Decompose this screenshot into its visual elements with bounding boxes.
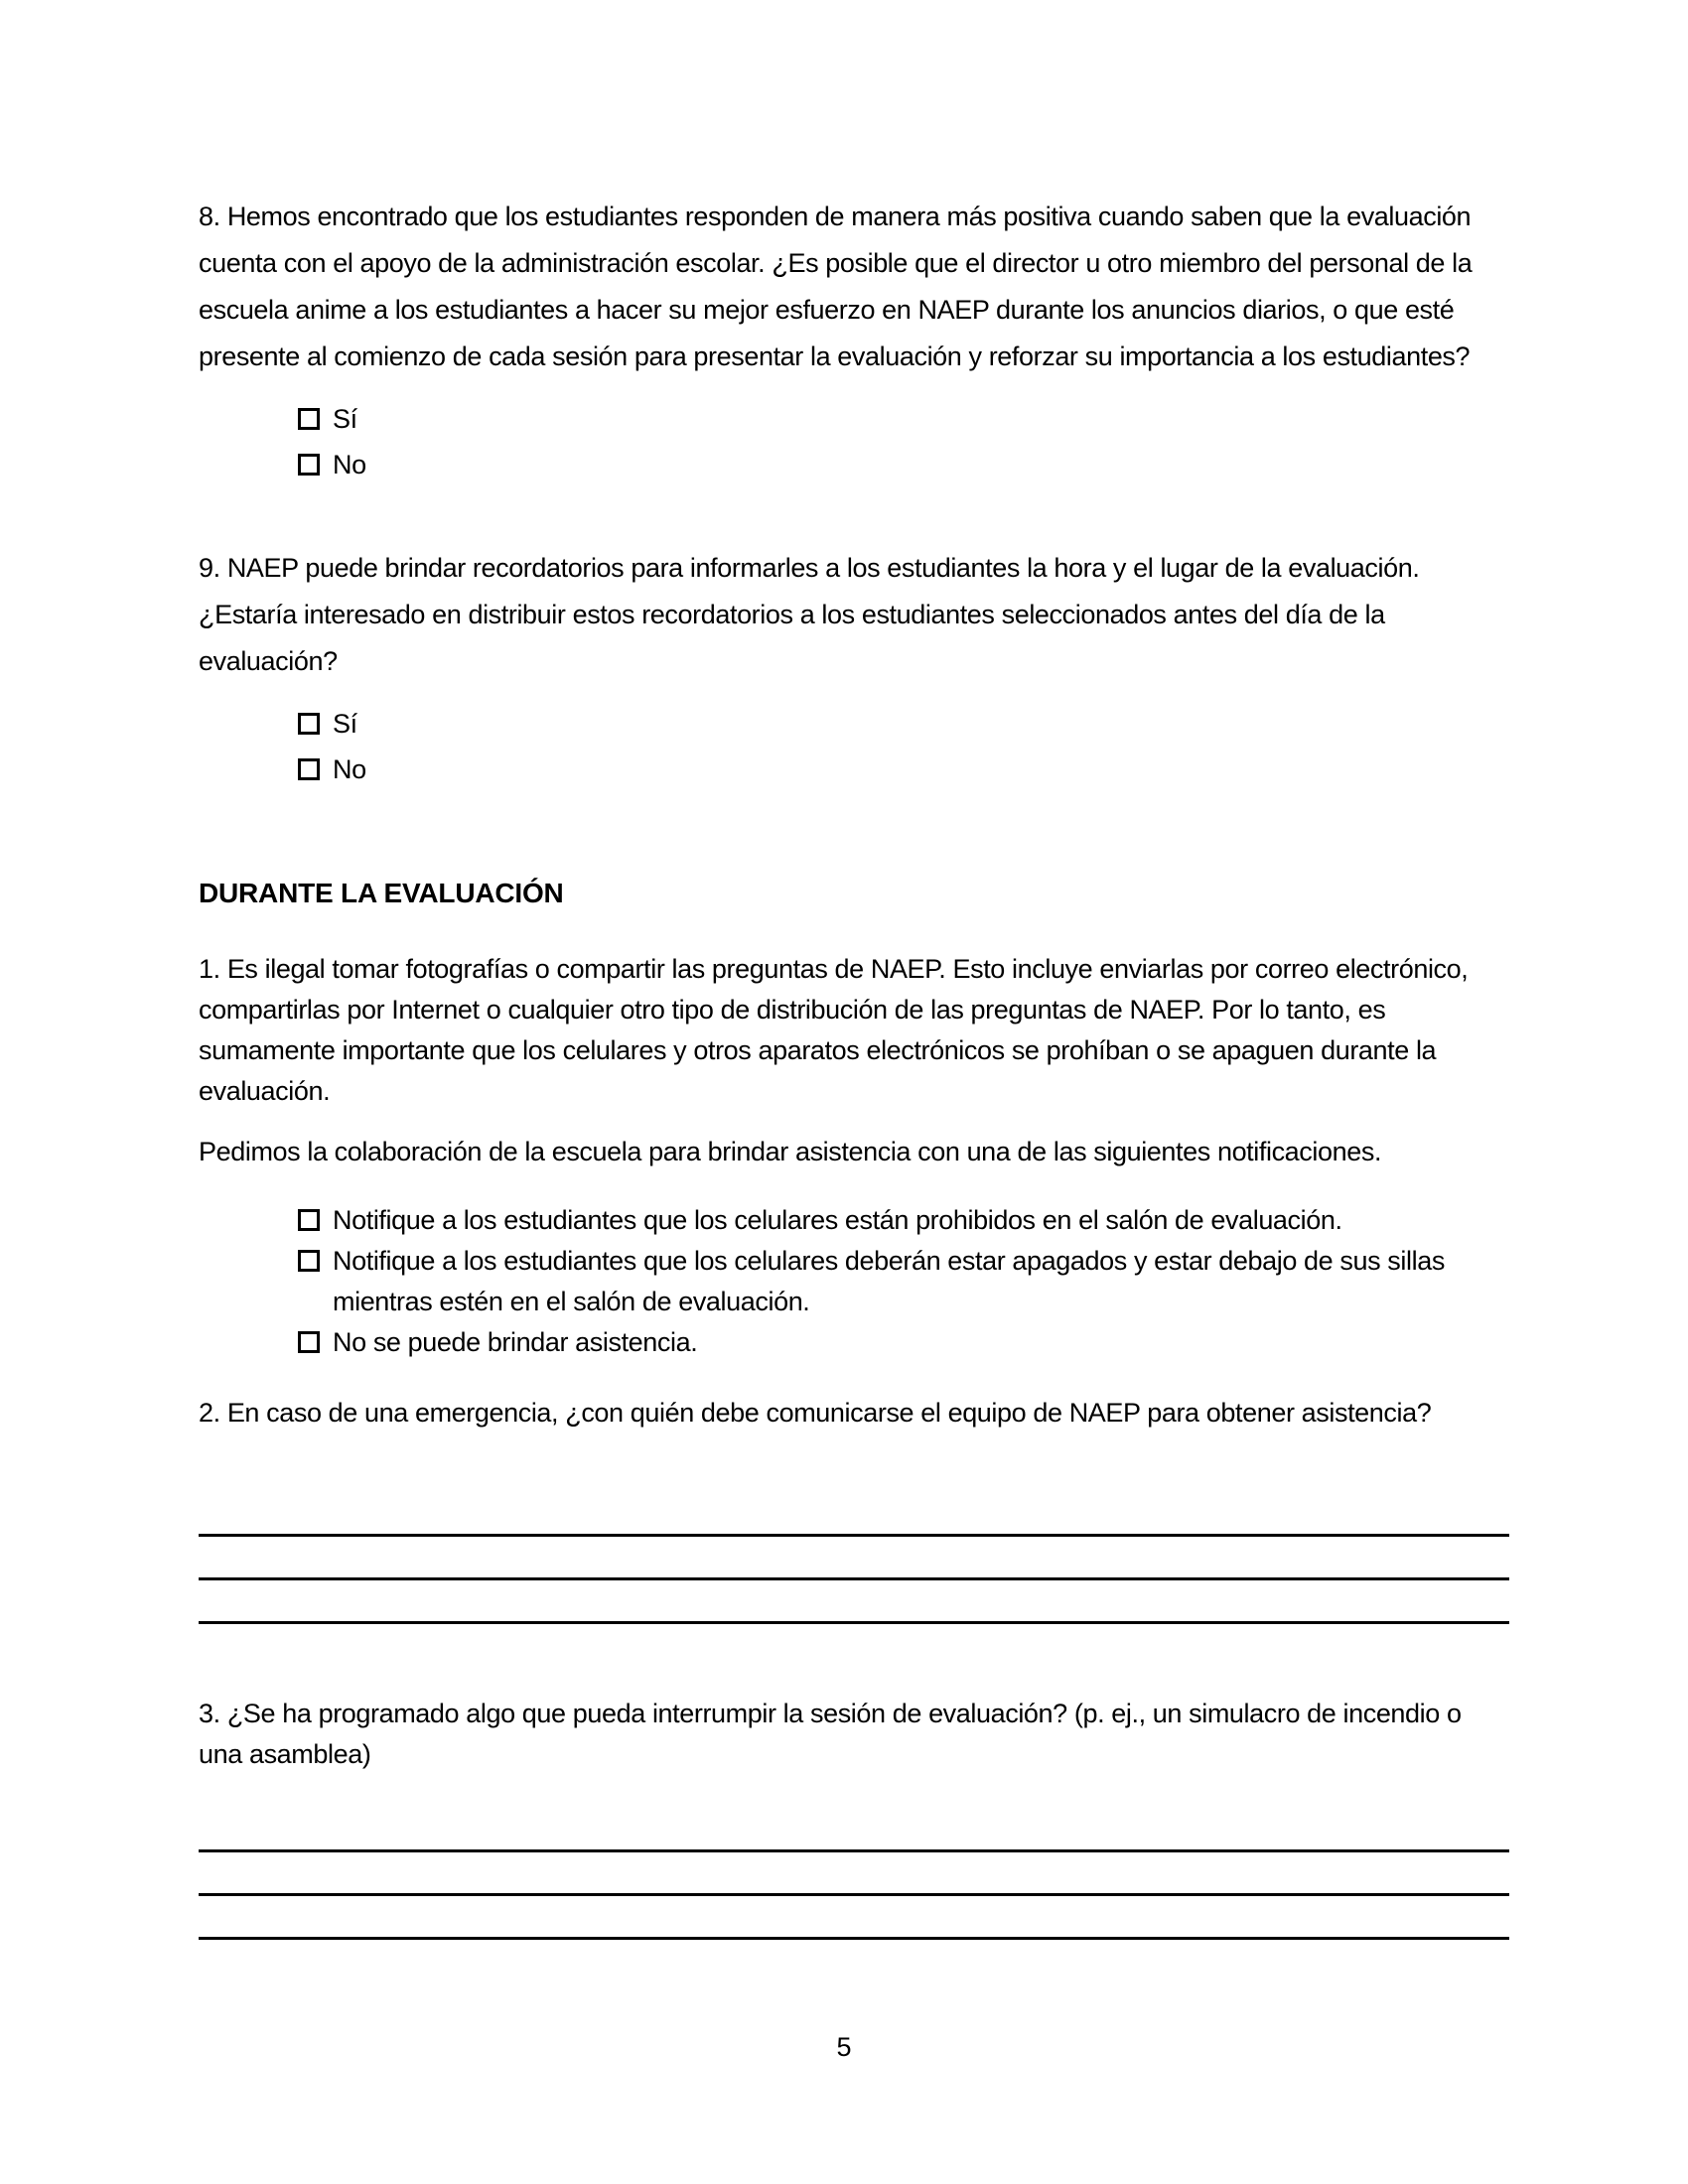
question-9-option-si[interactable]: [298, 701, 1509, 747]
question-1-options: [298, 1200, 1509, 1363]
question-1-option-apagados[interactable]: [298, 1241, 1509, 1322]
question-1-text: 1. Es ilegal tomar fotografías o compartir las preguntas de NAEP. Esto incluye enviarlas por correo electrónico, compartirlas por Internet o cualquier otro tipo de distribución de las preguntas de NAEP. Por lo tanto, es sumamente importante que los celulares y otros aparatos electrónicos se prohíban o se apaguen durante la evaluación.: [199, 954, 1469, 1106]
question-9-options: [298, 701, 1509, 792]
question-9-option-no[interactable]: [298, 747, 1509, 792]
question-1-option-prohibidos[interactable]: [298, 1200, 1509, 1241]
checkbox-icon[interactable]: [298, 454, 320, 476]
answer-line[interactable]: [199, 1580, 1509, 1624]
question-8-option-si[interactable]: [298, 396, 1509, 442]
section-heading: DURANTE LA EVALUACIÓN: [199, 878, 564, 908]
question-8: [199, 194, 1509, 487]
question-8-options: [298, 396, 1509, 487]
page-number: 5: [836, 2032, 852, 2062]
checkbox-icon[interactable]: [298, 758, 320, 780]
option-label: Sí: [333, 403, 357, 434]
option-label: Notifique a los estudiantes que los celulares están prohibidos en el salón de evaluación.: [333, 1205, 1342, 1235]
checkbox-icon[interactable]: [298, 1250, 320, 1272]
question-9-text: 9. NAEP puede brindar recordatorios para informarles a los estudiantes la hora y el lugar de la evaluación. ¿Estaría interesado en distribuir estos recordatorios a los estudiantes seleccionados antes del día de la evaluación?: [199, 553, 1420, 676]
question-9: [199, 545, 1509, 792]
question-8-option-no[interactable]: [298, 442, 1509, 487]
checkbox-icon[interactable]: [298, 408, 320, 430]
answer-line[interactable]: [199, 1852, 1509, 1896]
answer-line[interactable]: [199, 1809, 1509, 1852]
question-3-text: 3. ¿Se ha programado algo que pueda interrumpir la sesión de evaluación? (p. ej., un simulacro de incendio o una asamblea): [199, 1699, 1462, 1769]
option-label: Sí: [333, 708, 357, 739]
answer-line[interactable]: [199, 1896, 1509, 1940]
question-3-answer-blanks: [199, 1809, 1509, 1940]
answer-line[interactable]: [199, 1493, 1509, 1537]
checkbox-icon[interactable]: [298, 1209, 320, 1231]
question-1: [199, 949, 1509, 1363]
question-3: [199, 1694, 1509, 1940]
question-2: [199, 1393, 1509, 1624]
option-label: No: [333, 753, 366, 784]
question-2-answer-blanks: [199, 1493, 1509, 1624]
checkbox-icon[interactable]: [298, 713, 320, 735]
answer-line[interactable]: [199, 1537, 1509, 1580]
question-1-option-no-asistencia[interactable]: [298, 1322, 1509, 1363]
option-label: No se puede brindar asistencia.: [333, 1327, 698, 1357]
question-8-text: 8. Hemos encontrado que los estudiantes responden de manera más positiva cuando saben que la evaluación cuenta con el apoyo de la administración escolar. ¿Es posible que el director u otro miembro del personal de la escuela anime a los estudiantes a hacer su mejor esfuerzo en NAEP durante los anuncios diarios, o que esté presente al comienzo de cada sesión para presentar la evaluación y reforzar su importancia a los estudiantes?: [199, 202, 1473, 371]
option-label: Notifique a los estudiantes que los celulares deberán estar apagados y estar debajo de sus sillas mientras estén en el salón de evaluación.: [333, 1246, 1445, 1316]
question-2-text: 2. En caso de una emergencia, ¿con quién debe comunicarse el equipo de NAEP para obtener asistencia?: [199, 1398, 1432, 1428]
option-label: No: [333, 449, 366, 479]
checkbox-icon[interactable]: [298, 1331, 320, 1353]
question-1-note: Pedimos la colaboración de la escuela para brindar asistencia con una de las siguientes notificaciones.: [199, 1137, 1382, 1166]
